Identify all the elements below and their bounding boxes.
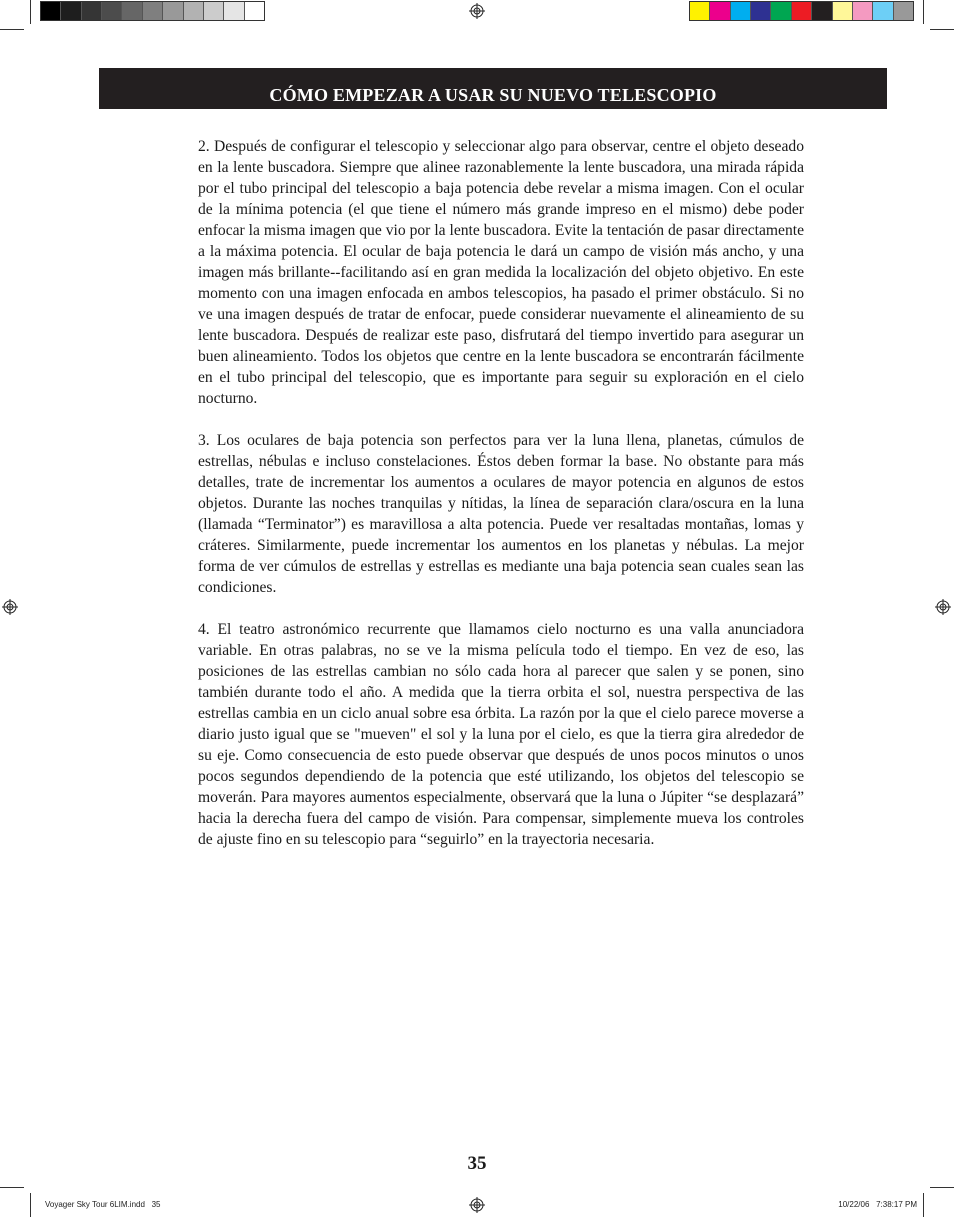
- paragraph-step-4: 4. El teatro astronómico recurrente que llamamos cielo nocturno es una valla anunciadora variable. En otras palabras, no se ve la misma película todo el tiempo. En vez de eso, las posiciones de las estrellas cambian no sólo cada hora al parecer que salen y se ponen, sino también durante todo el año. A medida que la tierra orbita el sol, nuestra perspectiva de las estrellas cambia en un ciclo anual sobre esa órbita. La razón por la que el cielo parece moverse a diario justo igual que se "mueven" el sol y la luna por el cielo, es que la tierra gira alrededor de su eje. Como consecuencia de esto puede observar que después de unos pocos minutos o unos pocos segundos dependiendo de la potencia que esté utilizando, los objetos del telescopio se moverán. Para mayores aumentos especialmente, observará que la luna o Júpiter “se desplazará” hacia la derecha fuera del campo de visión. Para compensar, simplemente mueva los controles de ajuste fino en su telescopio para “seguirlo” en la trayectoria necesaria.: [198, 621, 804, 848]
- color-swatch: [771, 2, 791, 20]
- crop-mark-top-left-h: [0, 29, 24, 30]
- section-title: CÓMO EMPEZAR A USAR SU NUEVO TELESCOPIO: [269, 85, 717, 105]
- color-swatch: [792, 2, 812, 20]
- registration-left-icon: [2, 599, 18, 615]
- gray-swatch: [204, 2, 224, 20]
- slug-file-name: Voyager Sky Tour 6LIM.indd 35: [45, 1200, 161, 1209]
- process-color-bar: [689, 1, 914, 21]
- color-swatch: [812, 2, 832, 20]
- registration-bottom-icon: [469, 1197, 485, 1213]
- gray-swatch: [122, 2, 142, 20]
- body-text: [198, 136, 804, 871]
- gray-swatch: [143, 2, 163, 20]
- color-swatch: [751, 2, 771, 20]
- color-swatch: [853, 2, 873, 20]
- color-swatch: [833, 2, 853, 20]
- gray-swatch: [245, 2, 264, 20]
- gray-swatch: [102, 2, 122, 20]
- paragraph-step-2: 2. Después de configurar el telescopio y seleccionar algo para observar, centre el objeto deseado en la lente buscadora. Siempre que alinee razonablemente la lente buscadora, una mirada rápida por el tubo principal del telescopio a baja potencia debe revelar a misma imagen. Con el ocular de la mínima potencia (el que tiene el número más grande impreso en el mismo) debe poder enfocar la misma imagen que vio por la lente buscadora. Evite la tentación de pasar directamente a la máxima potencia. El ocular de baja potencia le dará un campo de visión más ancho, y una imagen más brillante--facilitando así en gran medida la localización del objeto objetivo. En este momento con una imagen enfocada en ambos telescopios, ha pasado el primer obstáculo. Si no ve una imagen después de tratar de enfocar, puede considerar nuevamente el alineamiento de su lente buscadora. Después de realizar este paso, disfrutará del tiempo invertido para asegurar un buen alineamiento. Todos los objetos que centre en la lente buscadora se encontrarán fácilmente en el tubo principal del telescopio, que es importante para seguir su exploración en el cielo nocturno.: [198, 138, 804, 407]
- grayscale-color-bar: [40, 1, 265, 21]
- color-swatch: [731, 2, 751, 20]
- crop-mark-bottom-left-h: [0, 1187, 24, 1188]
- color-swatch: [710, 2, 730, 20]
- color-swatch: [690, 2, 710, 20]
- page-number: 35: [467, 1153, 487, 1174]
- gray-swatch: [82, 2, 102, 20]
- crop-mark-bottom-right-h: [930, 1187, 954, 1188]
- crop-mark-bottom-left-v: [30, 1193, 31, 1217]
- gray-swatch: [163, 2, 183, 20]
- gray-swatch: [61, 2, 81, 20]
- section-header-band: [99, 68, 887, 109]
- crop-mark-top-right-v: [923, 0, 924, 24]
- gray-swatch: [224, 2, 244, 20]
- slug-timestamp: 10/22/06 7:38:17 PM: [838, 1200, 917, 1209]
- registration-right-icon: [935, 599, 951, 615]
- registration-top-icon: [469, 3, 485, 19]
- color-swatch: [894, 2, 913, 20]
- crop-mark-top-left-v: [30, 0, 31, 24]
- paragraph-step-3: 3. Los oculares de baja potencia son perfectos para ver la luna llena, planetas, cúmulos de estrellas, nébulas e incluso constelaciones. Éstos deben formar la base. No obstante para más detalles, trate de incrementar los aumentos a oculares de mayor potencia en algunos de estos objetos. Durante las noches tranquilas y nítidas, la línea de separación clara/oscura en la luna (llamada “Terminator”) es maravillosa a alta potencia. Puede ver resaltadas montañas, lomas y cráteres. Similarmente, puede incrementar los aumentos en los planetas y nébulas. La mejor forma de ver cúmulos de estrellas y estrellas es mediante una baja potencia sean cuales sean las condiciones.: [198, 432, 804, 596]
- gray-swatch: [41, 2, 61, 20]
- crop-mark-top-right-h: [930, 29, 954, 30]
- crop-mark-bottom-right-v: [923, 1193, 924, 1217]
- color-swatch: [873, 2, 893, 20]
- gray-swatch: [184, 2, 204, 20]
